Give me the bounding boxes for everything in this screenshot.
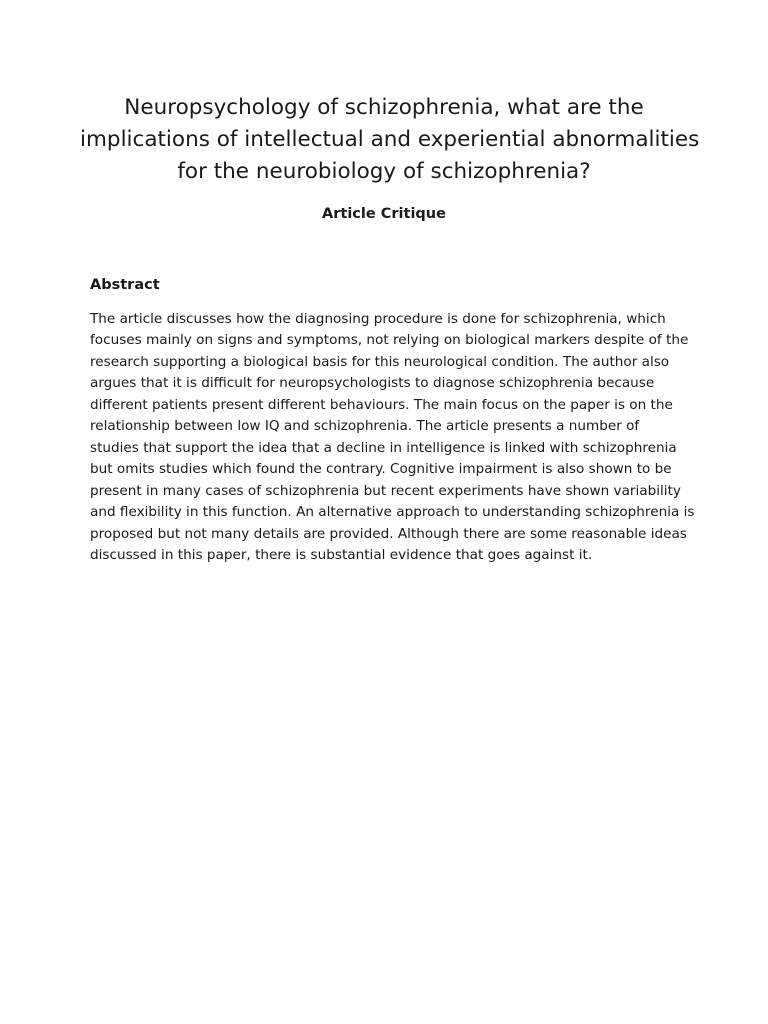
title-line: implications of intellectual and experiential abnormalities	[80, 127, 700, 152]
abstract-line: different patients present different behaviours. The main focus on the paper is on the	[90, 396, 673, 413]
title-line: for the neurobiology of schizophrenia?	[177, 159, 591, 184]
abstract-line: The article discusses how the diagnosing procedure is done for schizophrenia, which	[90, 311, 666, 327]
abstract-line: discussed in this paper, there is substantial evidence that goes against it.	[90, 546, 593, 563]
abstract-heading: Abstract	[90, 277, 160, 293]
abstract-line: focuses mainly on signs and symptoms, not relying on biological markers despite of the	[90, 332, 689, 349]
abstract-line: proposed but not many details are provided. Although there are some reasonable ideas	[90, 525, 687, 542]
document-title	[80, 92, 700, 188]
abstract-paragraph	[90, 309, 695, 566]
abstract-line: studies that support the idea that a decline in intelligence is linked with schizophrenia	[90, 439, 677, 456]
abstract-line: research supporting a biological basis for this neurological condition. The author also	[90, 353, 670, 370]
abstract-line: present in many cases of schizophrenia but recent experiments have shown variability	[90, 482, 681, 499]
document-subtitle: Article Critique	[322, 206, 446, 222]
abstract-line: relationship between low IQ and schizophrenia. The article presents a number of	[90, 418, 640, 435]
abstract-line: argues that it is difficult for neuropsychologists to diagnose schizophrenia because	[90, 375, 655, 392]
title-line: Neuropsychology of schizophrenia, what are the	[124, 95, 644, 120]
abstract-line: and flexibility in this function. An alternative approach to understanding schizophrenia is	[90, 504, 695, 521]
abstract-line: but omits studies which found the contrary. Cognitive impairment is also shown to be	[90, 461, 672, 478]
